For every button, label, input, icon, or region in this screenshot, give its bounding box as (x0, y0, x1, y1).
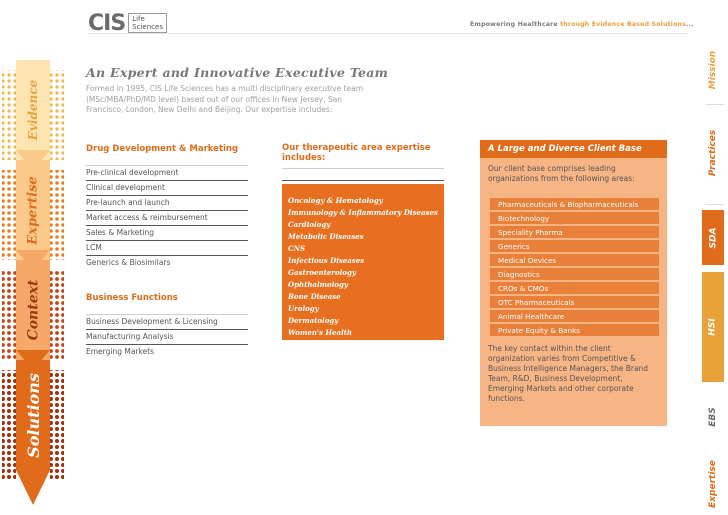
therapeutic-item: Cardiology (288, 220, 331, 229)
therapeutic-item: Infectious Diseases (288, 256, 365, 265)
list-item: Sales & Marketing (86, 226, 248, 241)
therapeutic-item: Metabolic Diseases (288, 232, 364, 241)
divider (282, 180, 444, 181)
client-sector-item: CROs & CMOs (490, 282, 659, 294)
tab-expertise[interactable]: Expertise (708, 459, 719, 508)
client-base-heading: A Large and Diverse Client Base (480, 140, 667, 158)
drug-development-list (86, 165, 248, 270)
therapeutic-item: Ophthalmology (288, 280, 348, 289)
client-sector-list (480, 188, 667, 336)
drug-development-heading: Drug Development & Marketing (86, 144, 239, 154)
company-logo (88, 13, 167, 35)
therapeutic-area-box (282, 184, 444, 340)
client-sector-item: Generics (490, 240, 659, 252)
client-sector-item: Medical Devices (490, 254, 659, 266)
tab-sda[interactable]: SDA (702, 210, 724, 265)
client-sector-item: Speciality Pharma (490, 226, 659, 238)
list-item: Clinical development (86, 181, 248, 196)
therapeutic-item: Oncology & Hematology (288, 196, 383, 205)
intro-paragraph: Formed in 1995, CIS Life Sciences has a multi disciplinary executive team (MSc/MBA/PhD/MD level) based out of our offices in New Jersey, San Francisco, London, New Delhi and Beijing. Our expertise includes: (86, 84, 364, 114)
therapeutic-item: Women's Health (288, 328, 353, 337)
list-item: Manufacturing Analysis (86, 330, 248, 345)
list-item: Pre-clinical development (86, 165, 248, 181)
list-item: Pre-launch and launch (86, 196, 248, 211)
nav-expertise[interactable]: Expertise (25, 175, 41, 245)
list-item: Generics & Biosimilars (86, 258, 171, 267)
tab-divider (706, 204, 724, 205)
tab-divider (706, 104, 724, 105)
list-item: LCM (86, 241, 248, 256)
therapeutic-item: Dermatology (288, 316, 339, 325)
tagline: Empowering Healthcare through Evidence Based Solutions... (470, 21, 694, 28)
logo-wordmark: CIS (88, 11, 126, 36)
client-sector-item: Biotechnology (490, 212, 659, 224)
tab-ebs[interactable]: EBS (702, 382, 724, 452)
therapeutic-item: Urology (288, 304, 319, 313)
nav-context[interactable]: Context (25, 279, 42, 341)
client-base-footnote: The key contact within the client organization varies from Competitive & Business Intelligence Managers, the Brand Team, R&D, Business Development, Emerging Markets and other corporate functions. (488, 344, 649, 403)
logo-subtitle: Life Sciences (128, 13, 167, 33)
client-base-panel (480, 140, 667, 426)
nav-evidence[interactable]: Evidence (26, 79, 40, 141)
tab-practices[interactable]: Practices (708, 129, 719, 177)
tab-hsi[interactable]: HSI (702, 272, 724, 382)
list-item: Business Development & Licensing (86, 314, 248, 330)
business-functions-heading: Business Functions (86, 293, 178, 303)
therapeutic-item: Gastroenterology (288, 268, 356, 277)
list-item: Emerging Markets (86, 347, 155, 356)
divider (282, 168, 444, 169)
nav-solutions[interactable]: Solutions (23, 372, 43, 458)
therapeutic-heading: Our therapeutic area expertise includes: (282, 143, 431, 163)
client-sector-item: Animal Healthcare (490, 310, 659, 322)
list-item: Market access & reimbursement (86, 211, 248, 226)
client-sector-item: Private Equity & Banks (490, 324, 659, 336)
therapeutic-item: Bone Disease (288, 292, 341, 301)
client-sector-item: Pharmaceuticals & Biopharmaceuticals (490, 198, 659, 210)
therapeutic-item: Immunology & Inflammatory Diseases (288, 208, 438, 217)
business-functions-list (86, 314, 248, 359)
page-title: An Expert and Innovative Executive Team (86, 65, 389, 80)
therapeutic-item: CNS (288, 244, 306, 253)
client-sector-item: OTC Pharmaceuticals (490, 296, 659, 308)
tab-mission[interactable]: Mission (702, 40, 724, 100)
client-sector-item: Diagnostics (490, 268, 659, 280)
header-divider (88, 33, 688, 34)
client-base-description: Our client base comprises leading organizations from the following areas: (488, 164, 635, 183)
right-section-tabs (702, 0, 728, 515)
left-section-nav (0, 0, 75, 515)
